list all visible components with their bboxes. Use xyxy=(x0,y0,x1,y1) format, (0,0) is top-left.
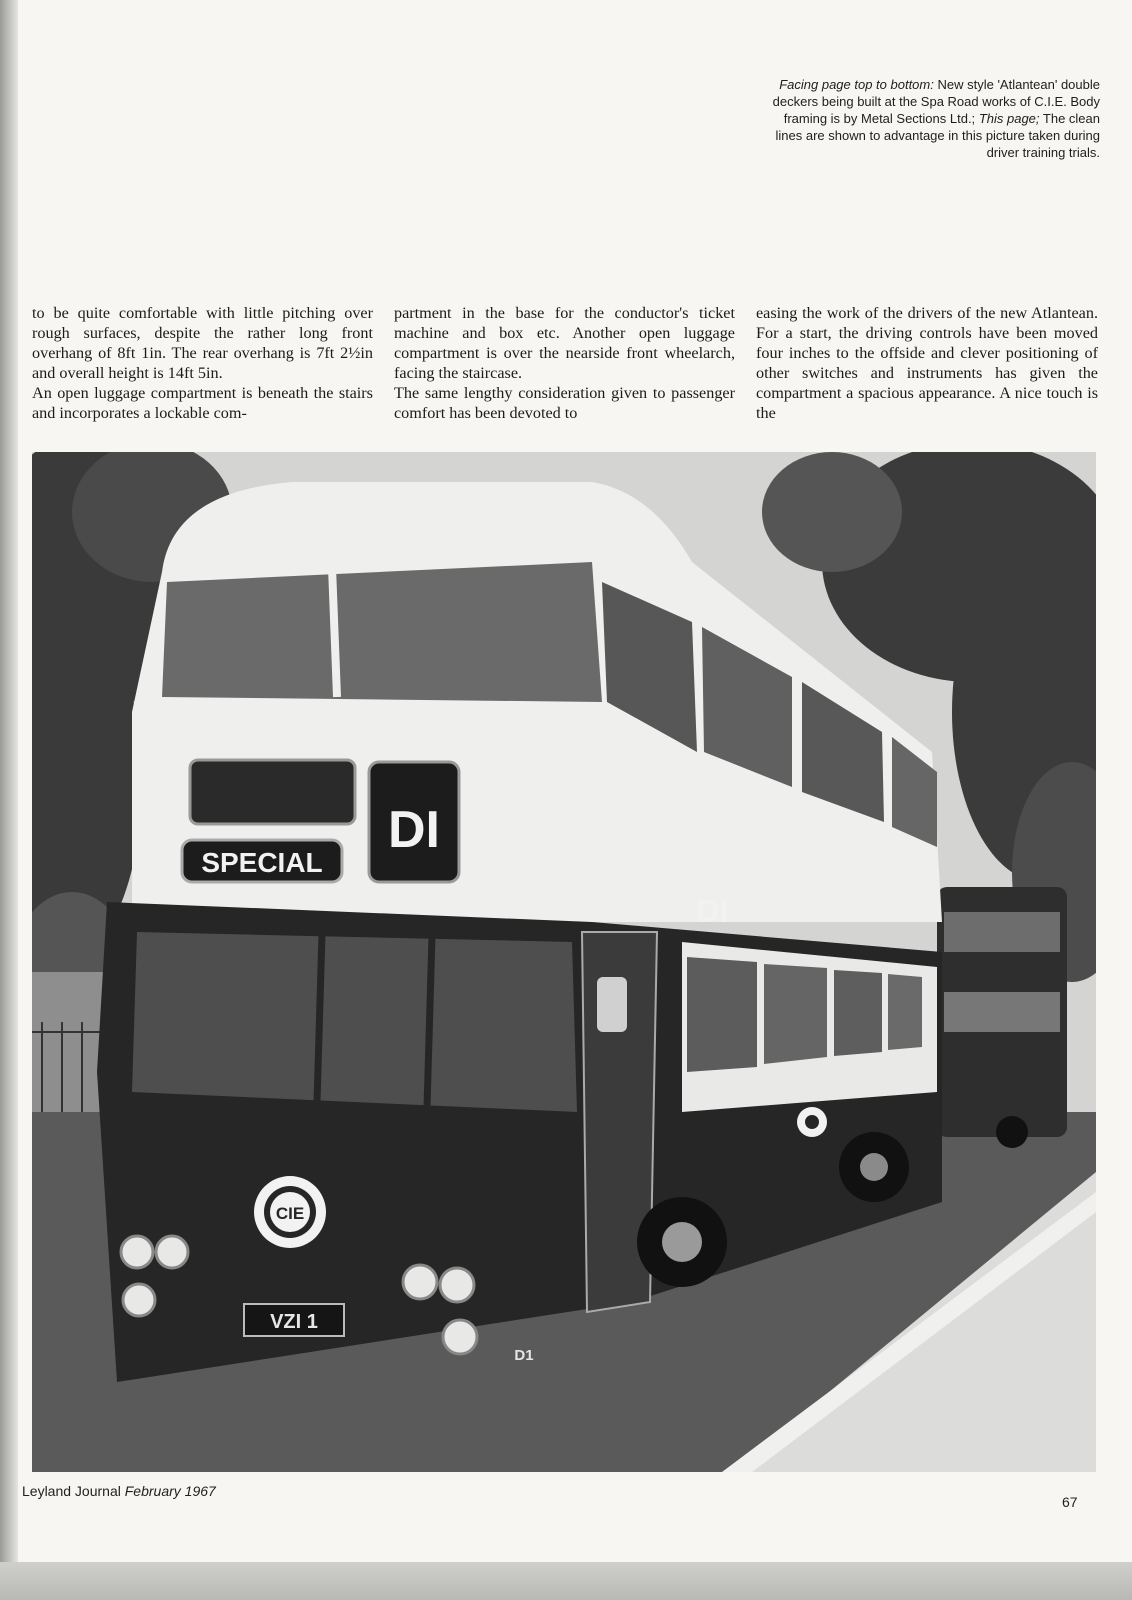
issue-date: February 1967 xyxy=(124,1483,216,1499)
fleet-number: D1 xyxy=(514,1347,534,1364)
caption-facing-text: New style 'Atlantean' double deckers being built at the Spa Road works of C.I.E. Body framing is by Metal Sections Ltd.; xyxy=(772,77,1100,126)
cie-logo xyxy=(254,1176,326,1248)
col3-paragraph-1: easing the work of the drivers of the new Atlantean. For a start, the driving controls have been moved four inches to the offside and clever positioning of other switches and instruments has given the compartment a spacious appearance. A nice touch is the xyxy=(756,304,1098,422)
col2-paragraph-2: The same lengthy consideration given to passenger comfort has been devoted to xyxy=(394,384,735,422)
route-number-blind: DI xyxy=(388,801,440,859)
background-bus xyxy=(937,887,1067,1148)
journal-name: Leyland Journal xyxy=(22,1483,121,1499)
page-binding-shadow xyxy=(0,0,18,1600)
caption-this-text: The clean lines are shown to advantage in this picture taken during driver training trials. xyxy=(775,111,1100,160)
page-number: 67 xyxy=(1062,1494,1078,1510)
article-column-1 xyxy=(32,303,373,423)
bus-photo-illustration xyxy=(32,452,1096,1472)
cie-logo-text: CIE xyxy=(275,1204,305,1223)
journal-footer xyxy=(22,1483,216,1499)
col1-paragraph-2: An open luggage compartment is beneath the stairs and incorporates a lockable com- xyxy=(32,384,373,422)
side-route-number: DI xyxy=(696,893,728,929)
article-column-2 xyxy=(394,303,735,423)
caption-this-label: This page; xyxy=(978,111,1040,126)
article-column-3 xyxy=(756,303,1098,423)
col1-paragraph-1: to be quite comfortable with little pitching over rough surfaces, despite the rather long front overhang of 8ft 1in. The rear overhang is 7ft 2½in and overall height is 14ft 5in. xyxy=(32,304,373,382)
scan-bottom-edge xyxy=(0,1562,1132,1600)
photo-caption xyxy=(760,76,1100,161)
bus-photograph xyxy=(32,452,1096,1472)
col2-paragraph-1: partment in the base for the conductor's ticket machine and box etc. Another open luggage compartment is over the nearside front wheelarch, facing the staircase. xyxy=(394,304,735,382)
registration-plate: VZI 1 xyxy=(270,1311,318,1333)
caption-facing-label: Facing page top to bottom: xyxy=(779,77,934,92)
destination-blind: SPECIAL xyxy=(201,847,323,878)
